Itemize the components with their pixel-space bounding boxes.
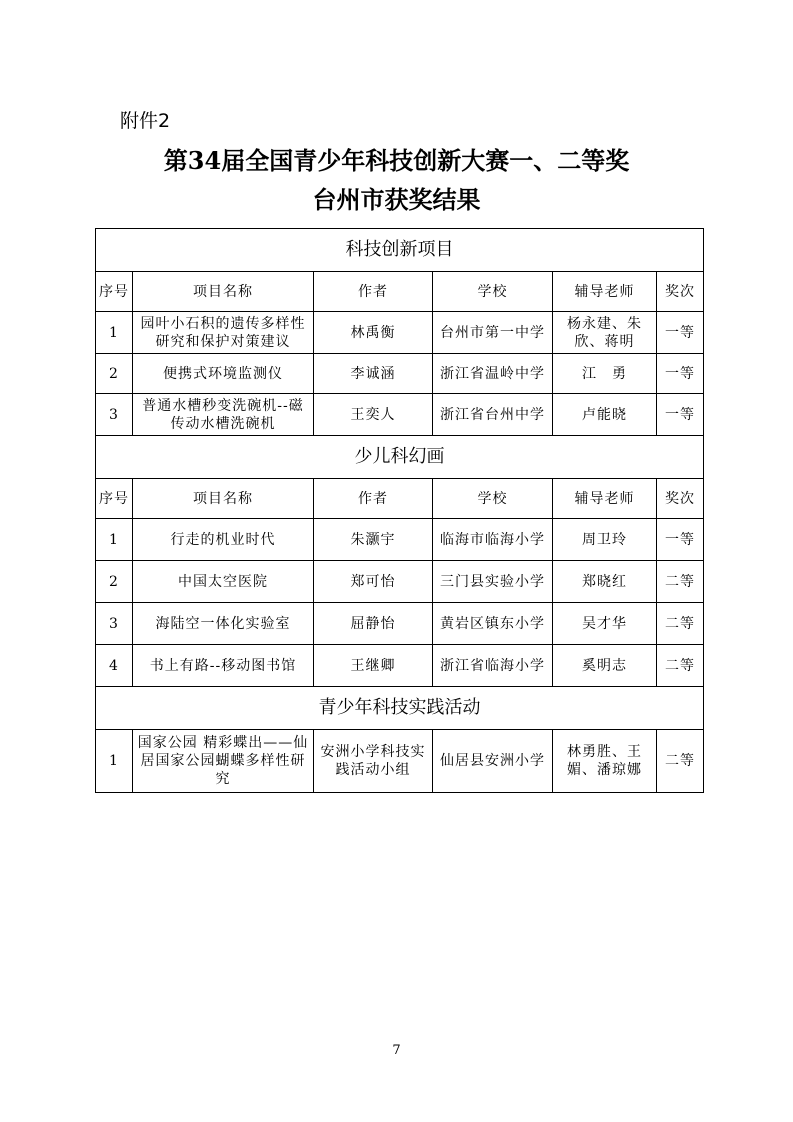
table-row — [96, 519, 704, 561]
table-row — [96, 354, 704, 394]
cell-project: 便携式环境监测仪 — [133, 354, 314, 394]
cell-award: 一等 — [657, 354, 704, 394]
header-project: 项目名称 — [133, 272, 314, 312]
awards-table — [95, 228, 704, 793]
cell-award: 二等 — [657, 561, 704, 603]
cell-no: 1 — [96, 519, 133, 561]
cell-no: 3 — [96, 394, 133, 436]
header-award: 奖次 — [657, 479, 704, 519]
section-header-row — [96, 436, 704, 479]
cell-project: 中国太空医院 — [133, 561, 314, 603]
cell-teacher: 杨永建、朱欣、蒋明 — [553, 312, 657, 354]
cell-project: 国家公园 精彩蝶出——仙居国家公园蝴蝶多样性研究 — [133, 730, 314, 793]
header-author: 作者 — [314, 272, 433, 312]
header-author: 作者 — [314, 479, 433, 519]
table-row — [96, 312, 704, 354]
attachment-label: 附件2 — [120, 110, 171, 132]
cell-school: 浙江省温岭中学 — [433, 354, 553, 394]
cell-teacher: 吴才华 — [553, 603, 657, 645]
header-school: 学校 — [433, 272, 553, 312]
cell-award: 一等 — [657, 519, 704, 561]
header-no: 序号 — [96, 272, 133, 312]
header-teacher: 辅导老师 — [553, 479, 657, 519]
cell-school: 临海市临海小学 — [433, 519, 553, 561]
cell-author: 王继卿 — [314, 645, 433, 687]
header-school: 学校 — [433, 479, 553, 519]
cell-teacher: 林勇胜、王媚、潘琼娜 — [553, 730, 657, 793]
cell-school: 台州市第一中学 — [433, 312, 553, 354]
cell-no: 3 — [96, 603, 133, 645]
cell-no: 2 — [96, 561, 133, 603]
column-header-row — [96, 272, 704, 312]
cell-school: 浙江省临海小学 — [433, 645, 553, 687]
cell-school: 三门县实验小学 — [433, 561, 553, 603]
table-row — [96, 603, 704, 645]
cell-school: 黄岩区镇东小学 — [433, 603, 553, 645]
document-title-line-1: 第34届全国青少年科技创新大赛一、二等奖 — [163, 146, 630, 175]
cell-no: 1 — [96, 730, 133, 793]
cell-teacher: 周卫玲 — [553, 519, 657, 561]
cell-school: 浙江省台州中学 — [433, 394, 553, 436]
section-header-row — [96, 687, 704, 730]
table-row — [96, 394, 704, 436]
table-row — [96, 561, 704, 603]
header-no: 序号 — [96, 479, 133, 519]
cell-project: 书上有路--移动图书馆 — [133, 645, 314, 687]
header-project: 项目名称 — [133, 479, 314, 519]
cell-award: 一等 — [657, 394, 704, 436]
cell-author: 朱灏宇 — [314, 519, 433, 561]
cell-no: 2 — [96, 354, 133, 394]
cell-project: 行走的机业时代 — [133, 519, 314, 561]
cell-author: 李诚涵 — [314, 354, 433, 394]
cell-teacher: 江 勇 — [553, 354, 657, 394]
section-header-row — [96, 229, 704, 272]
cell-no: 1 — [96, 312, 133, 354]
document-title-line-2: 台州市获奖结果 — [312, 185, 481, 214]
header-award: 奖次 — [657, 272, 704, 312]
cell-award: 二等 — [657, 645, 704, 687]
cell-project: 海陆空一体化实验室 — [133, 603, 314, 645]
cell-author: 林禹衡 — [314, 312, 433, 354]
cell-project: 园叶小石积的遗传多样性研究和保护对策建议 — [133, 312, 314, 354]
column-header-row — [96, 479, 704, 519]
cell-teacher: 郑晓红 — [553, 561, 657, 603]
cell-teacher: 卢能晓 — [553, 394, 657, 436]
cell-author: 王奕人 — [314, 394, 433, 436]
cell-teacher: 奚明志 — [553, 645, 657, 687]
header-teacher: 辅导老师 — [553, 272, 657, 312]
cell-no: 4 — [96, 645, 133, 687]
cell-project: 普通水槽秒变洗碗机--磁传动水槽洗碗机 — [133, 394, 314, 436]
table-row — [96, 730, 704, 793]
section-title: 科技创新项目 — [96, 229, 704, 272]
cell-school: 仙居县安洲小学 — [433, 730, 553, 793]
cell-author: 郑可怡 — [314, 561, 433, 603]
cell-author: 屈静怡 — [314, 603, 433, 645]
table-row — [96, 645, 704, 687]
cell-award: 二等 — [657, 730, 704, 793]
cell-award: 一等 — [657, 312, 704, 354]
cell-author: 安洲小学科技实践活动小组 — [314, 730, 433, 793]
section-title: 青少年科技实践活动 — [96, 687, 704, 730]
cell-award: 二等 — [657, 603, 704, 645]
page-number: 7 — [392, 1043, 401, 1058]
section-title: 少儿科幻画 — [96, 436, 704, 479]
